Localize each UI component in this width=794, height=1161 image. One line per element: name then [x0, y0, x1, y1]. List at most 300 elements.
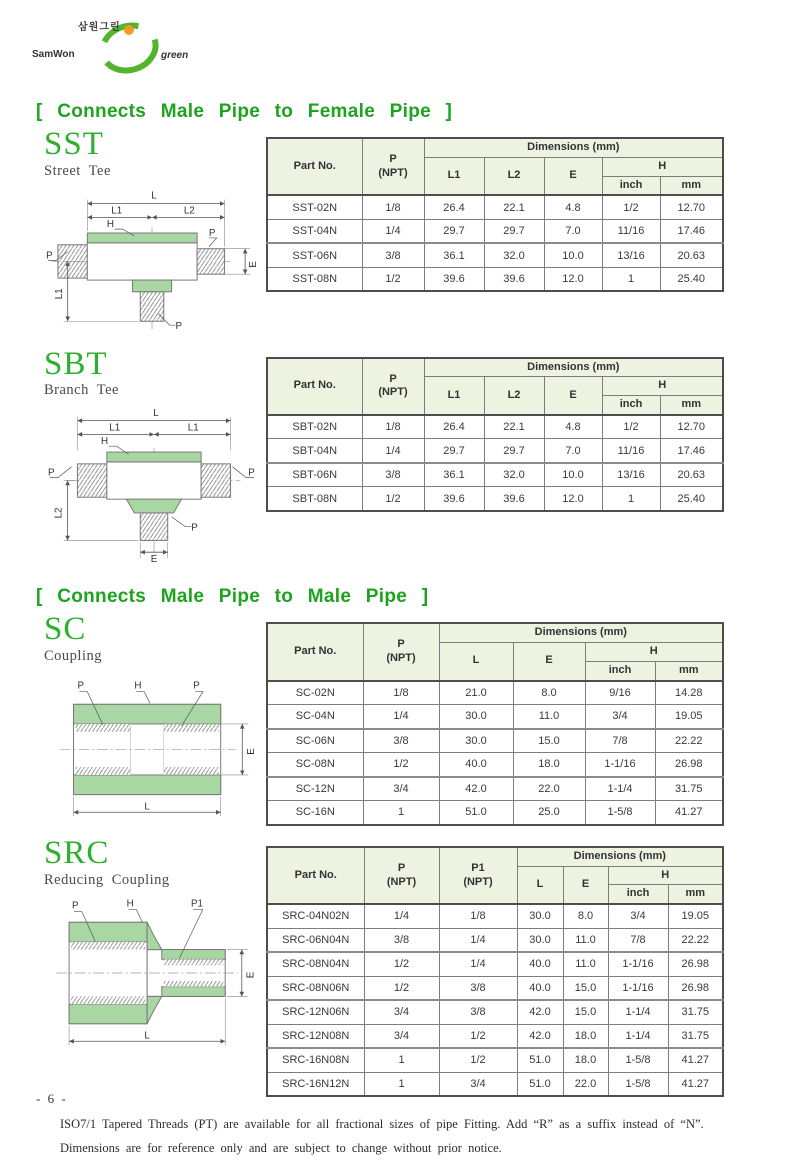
top-band — [74, 704, 221, 724]
dim-label-l: L — [151, 190, 157, 202]
table-cell: 25.40 — [660, 267, 723, 291]
right-thread — [197, 248, 224, 273]
table-cell: 3/8 — [439, 1000, 517, 1024]
table-cell: 1/4 — [364, 904, 439, 928]
col-npt: (NPT) — [378, 166, 408, 179]
sbt-table-head — [267, 358, 723, 415]
table-cell: 9/16 — [585, 681, 655, 705]
table-cell: 1/2 — [364, 952, 439, 976]
table-row — [267, 681, 723, 705]
table-cell: 36.1 — [424, 463, 484, 487]
col-part-no: Part No. — [267, 847, 364, 904]
sc-table-head — [267, 623, 723, 680]
col-p: P — [397, 638, 405, 651]
body — [107, 462, 201, 499]
small-bottom-band — [162, 986, 225, 996]
table-cell: 32.0 — [484, 463, 544, 487]
table-cell: SBT-08N — [267, 487, 362, 511]
src-diagram — [44, 893, 262, 1053]
table-cell: 3/8 — [364, 928, 439, 952]
table-row — [267, 195, 723, 219]
table-cell: 1/8 — [362, 195, 424, 219]
table-cell: 30.0 — [517, 904, 563, 928]
table-row — [267, 487, 723, 511]
footer-notes — [60, 1113, 754, 1161]
sbt-code: SBT — [44, 345, 108, 382]
col-l2: L2 — [484, 157, 544, 195]
logo-korean: 삼원그린 — [78, 22, 121, 33]
table-cell: 17.46 — [660, 219, 723, 243]
sbt-table — [266, 357, 724, 512]
table-row — [267, 415, 723, 439]
table-row — [267, 729, 723, 753]
table-cell: 1-1/4 — [608, 1000, 668, 1024]
table-cell: 1/8 — [439, 904, 517, 928]
table-cell: 39.6 — [424, 267, 484, 291]
section2-heading: [ Connects Male Pipe to Male Pipe ] — [36, 586, 429, 608]
col-e: E — [513, 643, 585, 681]
table-cell: 26.98 — [668, 952, 723, 976]
table-cell: 1/4 — [363, 705, 439, 729]
table-cell: SC-12N — [267, 777, 363, 801]
sst-diagram — [44, 184, 262, 334]
table-cell: 1/4 — [439, 928, 517, 952]
dim-label-e: E — [246, 748, 258, 755]
sc-name: Coupling — [44, 647, 102, 664]
table-cell: 41.27 — [655, 801, 723, 825]
table-cell: SRC-16N12N — [267, 1072, 364, 1096]
table-cell: 10.0 — [544, 463, 602, 487]
page-number: - 6 - — [36, 1091, 68, 1106]
table-cell: 30.0 — [517, 928, 563, 952]
table-cell: 51.0 — [517, 1072, 563, 1096]
dim-label-e: E — [245, 971, 257, 978]
table-cell: 1 — [363, 801, 439, 825]
col-mm: mm — [655, 661, 723, 680]
table-cell: 25.40 — [660, 487, 723, 511]
table-row — [267, 1000, 723, 1024]
table-cell: 31.75 — [668, 1000, 723, 1024]
dim-label-l: L — [144, 801, 150, 813]
sc-diagram — [44, 669, 262, 825]
col-l1: L1 — [424, 157, 484, 195]
table-cell: 3/4 — [364, 1024, 439, 1048]
sbt-name: Branch Tee — [44, 382, 119, 399]
table-row — [267, 439, 723, 463]
table-cell: 42.0 — [517, 1024, 563, 1048]
src-name: Reducing Coupling — [44, 871, 170, 888]
table-cell: SC-16N — [267, 801, 363, 825]
table-cell: 1/2 — [439, 1024, 517, 1048]
col-npt: (NPT) — [386, 875, 417, 888]
thread-tl — [75, 724, 130, 732]
col-e: E — [563, 866, 608, 904]
col-p: P — [389, 152, 397, 165]
table-cell: 1/8 — [362, 415, 424, 439]
dim-label-p-right: P — [248, 467, 255, 479]
sbt-left — [44, 347, 266, 569]
src-code: SRC — [44, 834, 110, 871]
src-table-body — [267, 904, 723, 1096]
table-cell: 8.0 — [513, 681, 585, 705]
table-cell: 3/4 — [363, 777, 439, 801]
col-l: L — [517, 866, 563, 904]
sc-section — [44, 612, 794, 830]
src-table — [266, 846, 724, 1097]
table-cell: 3/8 — [362, 463, 424, 487]
table-cell: 10.0 — [544, 243, 602, 267]
table-row — [267, 976, 723, 1000]
dim-label-e: E — [247, 260, 259, 268]
table-cell: 22.22 — [655, 729, 723, 753]
col-part-no: Part No. — [267, 358, 362, 415]
table-cell: 11/16 — [602, 219, 660, 243]
table-cell: 1 — [602, 487, 660, 511]
table-cell: 26.4 — [424, 415, 484, 439]
table-cell: 14.28 — [655, 681, 723, 705]
sc-code: SC — [44, 611, 87, 648]
col-l1: L1 — [424, 377, 484, 415]
table-row — [267, 267, 723, 291]
table-cell: 1-1/16 — [608, 952, 668, 976]
col-dimensions: Dimensions (mm) — [517, 847, 723, 866]
col-mm: mm — [660, 396, 723, 415]
sst-code: SST — [44, 126, 104, 162]
table-cell: 15.0 — [513, 729, 585, 753]
table-cell: 36.1 — [424, 243, 484, 267]
table-cell: 1/4 — [362, 219, 424, 243]
dim-label-l1b: L1 — [187, 422, 199, 434]
table-cell: 1 — [602, 267, 660, 291]
table-cell: SRC-12N06N — [267, 1000, 364, 1024]
col-part-no: Part No. — [267, 138, 362, 195]
table-cell: SRC-12N08N — [267, 1024, 364, 1048]
table-cell: SRC-08N04N — [267, 952, 364, 976]
table-cell: 26.4 — [424, 195, 484, 219]
col-p1: P1 — [471, 861, 485, 874]
table-cell: 13/16 — [602, 463, 660, 487]
col-part-no: Part No. — [267, 623, 363, 680]
col-h: H — [602, 157, 723, 176]
small-top-band — [162, 949, 225, 959]
table-cell: 1-1/4 — [585, 777, 655, 801]
table-cell: 1-5/8 — [608, 1072, 668, 1096]
dim-label-h: H — [106, 218, 114, 230]
table-row — [267, 243, 723, 267]
col-h: H — [585, 643, 723, 662]
table-cell: 4.8 — [544, 415, 602, 439]
table-row — [267, 1024, 723, 1048]
thread-small-top — [164, 959, 224, 965]
branch-shoulder — [132, 280, 171, 292]
sst-name: Street Tee — [44, 162, 111, 179]
dim-label-p-left: P — [77, 680, 84, 692]
col-inch: inch — [602, 396, 660, 415]
table-cell: 41.27 — [668, 1072, 723, 1096]
src-table-head — [267, 847, 723, 904]
table-cell: 1/2 — [362, 487, 424, 511]
table-cell: 29.7 — [484, 219, 544, 243]
table-cell: 39.6 — [424, 487, 484, 511]
dim-label-l2: L2 — [53, 507, 65, 519]
table-cell: 18.0 — [563, 1048, 608, 1072]
hex-band — [107, 452, 201, 462]
thread-big-top — [71, 941, 145, 949]
table-cell: 21.0 — [439, 681, 513, 705]
big-top-band — [69, 922, 147, 942]
table-cell: 26.98 — [655, 753, 723, 777]
table-cell: 40.0 — [439, 753, 513, 777]
dim-label-p-left: P — [46, 250, 53, 262]
sc-table-body — [267, 681, 723, 825]
table-cell: 29.7 — [424, 219, 484, 243]
col-p1-npt — [439, 847, 517, 904]
table-row — [267, 1048, 723, 1072]
table-cell: 12.0 — [544, 267, 602, 291]
table-cell: 1-5/8 — [608, 1048, 668, 1072]
table-cell: 29.7 — [484, 439, 544, 463]
samwon-logo — [28, 14, 208, 72]
logo — [28, 14, 794, 77]
sbt-table-body — [267, 415, 723, 511]
table-cell: 42.0 — [517, 1000, 563, 1024]
table-cell: 1-1/4 — [608, 1024, 668, 1048]
table-cell: 40.0 — [517, 976, 563, 1000]
col-dimensions: Dimensions (mm) — [424, 138, 723, 157]
dim-label-p-left: P — [47, 467, 55, 479]
table-cell: SRC-06N04N — [267, 928, 364, 952]
table-cell: 1/2 — [602, 195, 660, 219]
sst-table — [266, 137, 724, 292]
col-p: P — [397, 861, 406, 874]
table-cell: 20.63 — [660, 243, 723, 267]
table-cell: 20.63 — [660, 463, 723, 487]
table-cell: 1/4 — [439, 952, 517, 976]
col-p: P — [389, 372, 397, 385]
table-cell: 15.0 — [563, 1000, 608, 1024]
table-cell: SST-04N — [267, 219, 362, 243]
table-cell: 3/8 — [439, 976, 517, 1000]
table-cell: 1-5/8 — [585, 801, 655, 825]
table-cell: 1/2 — [364, 976, 439, 1000]
table-cell: 11.0 — [563, 928, 608, 952]
table-cell: 12.70 — [660, 415, 723, 439]
col-dimensions: Dimensions (mm) — [424, 358, 723, 377]
step-top — [147, 922, 162, 949]
table-row — [267, 904, 723, 928]
col-mm: mm — [668, 885, 723, 904]
table-cell: 1/4 — [362, 439, 424, 463]
table-row — [267, 777, 723, 801]
hex-band — [87, 233, 197, 243]
branch-shoulder — [126, 499, 181, 513]
logo-tagline: green — [161, 50, 189, 61]
table-cell: SC-04N — [267, 705, 363, 729]
table-cell: 51.0 — [439, 801, 513, 825]
sbt-section — [44, 347, 794, 569]
dim-label-p-bottom: P — [191, 522, 198, 534]
table-cell: 7/8 — [608, 928, 668, 952]
table-cell: 3/4 — [364, 1000, 439, 1024]
sbt-diagram — [44, 403, 262, 566]
table-cell: SRC-16N08N — [267, 1048, 364, 1072]
table-row — [267, 801, 723, 825]
dim-label-p-right: P — [208, 227, 216, 239]
table-cell: 1/2 — [439, 1048, 517, 1072]
dim-label-l: L — [144, 1029, 150, 1041]
sst-table-body — [267, 195, 723, 291]
table-cell: 42.0 — [439, 777, 513, 801]
branch-thread — [140, 291, 164, 320]
src-section — [44, 836, 794, 1097]
footer-note-1: ISO7/1 Tapered Threads (PT) are available for all fractional sizes of pipe Fitting. Add “R” as a suffix instead of “N”. — [60, 1117, 704, 1132]
table-cell: SC-08N — [267, 753, 363, 777]
table-row — [267, 705, 723, 729]
table-row — [267, 219, 723, 243]
dim-label-e: E — [150, 554, 158, 566]
col-p-npt — [364, 847, 439, 904]
col-mm: mm — [660, 176, 723, 195]
body — [87, 242, 197, 279]
table-cell: 3/4 — [439, 1072, 517, 1096]
table-cell: 22.0 — [563, 1072, 608, 1096]
table-cell: 1 — [364, 1048, 439, 1072]
table-cell: 3/4 — [608, 904, 668, 928]
table-cell: 19.05 — [655, 705, 723, 729]
dim-label-p1: P1 — [191, 898, 203, 910]
col-dimensions: Dimensions (mm) — [439, 623, 723, 642]
dim-label-l2: L2 — [183, 205, 195, 217]
table-cell: 1 — [364, 1072, 439, 1096]
table-cell: 30.0 — [439, 705, 513, 729]
col-e: E — [544, 377, 602, 415]
col-e: E — [544, 157, 602, 195]
table-cell: 26.98 — [668, 976, 723, 1000]
table-cell: SBT-04N — [267, 439, 362, 463]
sst-left — [44, 127, 266, 339]
sst-table-head — [267, 138, 723, 195]
table-cell: SC-06N — [267, 729, 363, 753]
table-cell: 3/8 — [363, 729, 439, 753]
table-cell: 25.0 — [513, 801, 585, 825]
left-thread — [77, 464, 106, 497]
logo-sun-icon — [124, 25, 134, 35]
table-cell: SRC-08N06N — [267, 976, 364, 1000]
table-cell: SST-08N — [267, 267, 362, 291]
table-cell: 22.1 — [484, 195, 544, 219]
col-npt: (NPT) — [378, 386, 408, 399]
footer-note-2: Dimensions are for reference only and are subject to change without prior notice. — [60, 1140, 502, 1155]
table-cell: 11.0 — [563, 952, 608, 976]
col-h: H — [608, 866, 723, 885]
table-cell: SRC-04N02N — [267, 904, 364, 928]
thread-bl — [75, 767, 130, 775]
sc-table — [266, 622, 724, 825]
dim-label-p-bottom: P — [175, 320, 183, 332]
table-cell: 15.0 — [563, 976, 608, 1000]
table-cell: 7/8 — [585, 729, 655, 753]
col-inch: inch — [608, 885, 668, 904]
section1-heading: [ Connects Male Pipe to Female Pipe ] — [36, 101, 453, 122]
right-thread — [201, 464, 230, 497]
table-cell: 1/8 — [363, 681, 439, 705]
table-cell: 39.6 — [484, 267, 544, 291]
col-l2: L2 — [484, 377, 544, 415]
table-cell: 1/2 — [363, 753, 439, 777]
col-l: L — [439, 643, 513, 681]
dim-label-l1-vert: L1 — [53, 287, 65, 299]
dim-label-l1: L1 — [111, 205, 123, 217]
dim-label-p: P — [72, 900, 79, 912]
table-cell: SBT-06N — [267, 463, 362, 487]
table-cell: 1/2 — [602, 415, 660, 439]
table-row — [267, 1072, 723, 1096]
table-cell: 3/4 — [585, 705, 655, 729]
table-cell: 13/16 — [602, 243, 660, 267]
table-cell: 7.0 — [544, 219, 602, 243]
logo-name: SamWon — [32, 49, 75, 60]
col-p-npt — [362, 358, 424, 415]
table-cell: 31.75 — [655, 777, 723, 801]
col-npt: (NPT) — [386, 651, 416, 664]
dim-label-l: L — [153, 408, 159, 420]
table-cell: 41.27 — [668, 1048, 723, 1072]
table-cell: 18.0 — [513, 753, 585, 777]
col-npt2: (NPT) — [463, 875, 493, 888]
step-bottom — [147, 996, 162, 1023]
table-cell: 3/8 — [362, 243, 424, 267]
col-p-npt — [363, 623, 439, 680]
table-cell: 22.22 — [668, 928, 723, 952]
table-cell: SBT-02N — [267, 415, 362, 439]
table-cell: 12.70 — [660, 195, 723, 219]
table-cell: 1-1/16 — [585, 753, 655, 777]
table-cell: SC-02N — [267, 681, 363, 705]
table-cell: 51.0 — [517, 1048, 563, 1072]
table-cell: 40.0 — [517, 952, 563, 976]
col-p-npt — [362, 138, 424, 195]
table-cell: SST-02N — [267, 195, 362, 219]
table-cell: 1/2 — [362, 267, 424, 291]
table-cell: 22.0 — [513, 777, 585, 801]
table-cell: 1-1/16 — [608, 976, 668, 1000]
table-cell: 18.0 — [563, 1024, 608, 1048]
table-row — [267, 952, 723, 976]
table-row — [267, 753, 723, 777]
src-left — [44, 836, 266, 1097]
dim-label-h: H — [100, 436, 109, 448]
thread-small-bottom — [164, 980, 224, 986]
table-cell: 31.75 — [668, 1024, 723, 1048]
dim-label-h: H — [126, 898, 134, 910]
table-cell: 11/16 — [602, 439, 660, 463]
branch-thread — [140, 513, 167, 540]
table-cell: 39.6 — [484, 487, 544, 511]
sc-left — [44, 612, 266, 830]
col-inch: inch — [585, 661, 655, 680]
table-cell: 4.8 — [544, 195, 602, 219]
dim-label-l1a: L1 — [109, 422, 121, 434]
table-cell: SST-06N — [267, 243, 362, 267]
col-h: H — [602, 377, 723, 396]
bottom-band — [74, 775, 221, 795]
table-cell: 19.05 — [668, 904, 723, 928]
table-cell: 29.7 — [424, 439, 484, 463]
col-inch: inch — [602, 176, 660, 195]
sst-section — [44, 127, 794, 339]
table-cell: 30.0 — [439, 729, 513, 753]
thread-tr — [164, 724, 219, 732]
